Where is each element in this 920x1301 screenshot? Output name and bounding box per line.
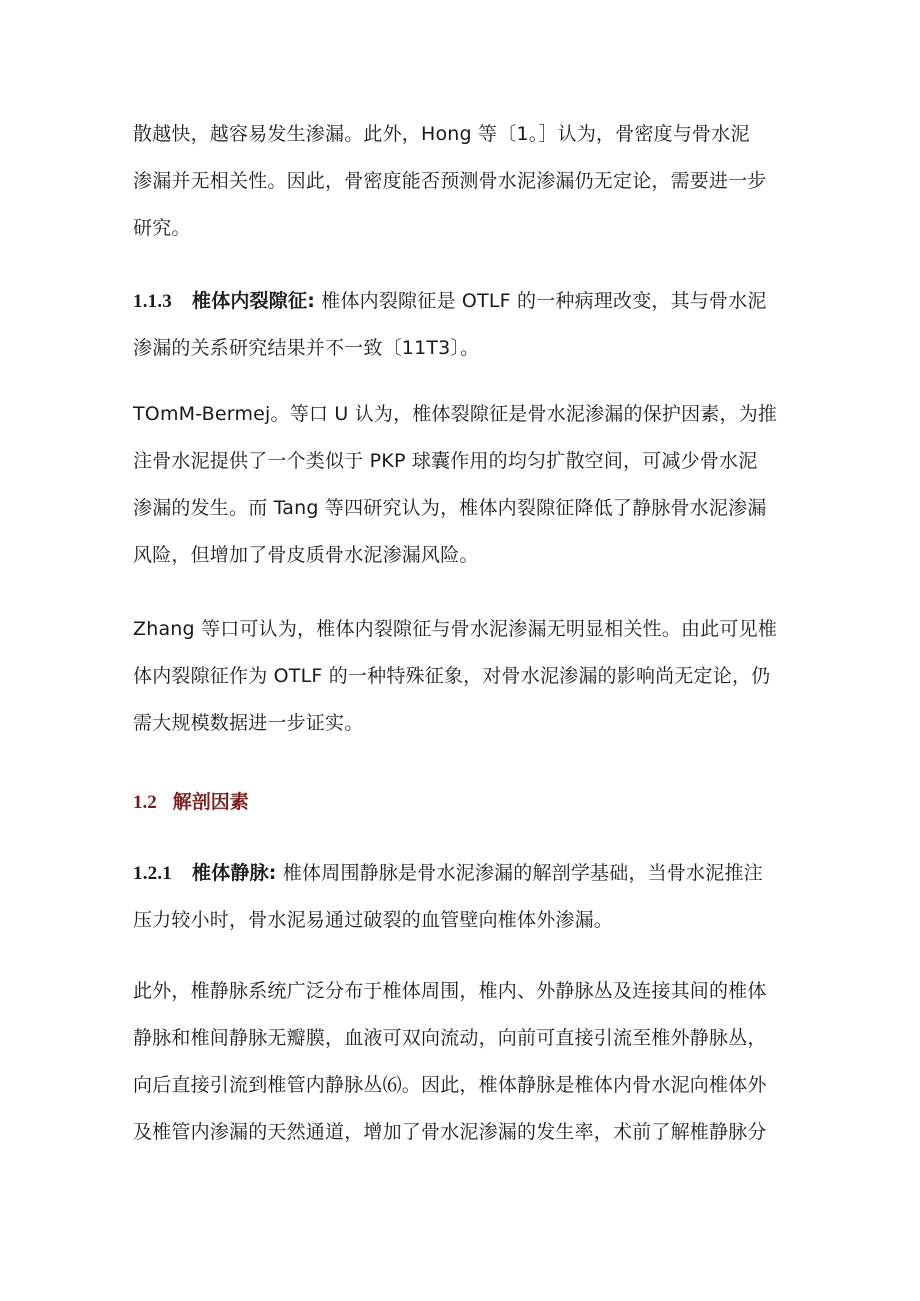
- paragraph-zhang: [133, 606, 803, 747]
- text-line: TOmM-Bermej。等口 U 认为，椎体裂隙征是骨水泥渗漏的保护因素，为推: [133, 403, 778, 425]
- paragraph-bone-density: [133, 111, 803, 252]
- text-line: 渗漏的关系研究结果并不一致〔11T3〕。: [133, 337, 480, 359]
- text-line: 静脉和椎间静脉无瓣膜，血液可双向流动，向前可直接引流至椎外静脉丛，: [133, 1027, 767, 1049]
- subsection-title: 椎体内裂隙征:: [192, 290, 315, 312]
- subsection-title: 椎体静脉:: [192, 862, 277, 884]
- text-line: 散越快，越容易发生渗漏。此外，Hong 等〔1。］认为，骨密度与骨水泥: [133, 123, 750, 145]
- paragraph-cleft-protective: [133, 391, 803, 579]
- section-heading-1-2: [133, 779, 803, 826]
- text-line: 向后直接引流到椎管内静脉丛⑹。因此，椎体静脉是椎体内骨水泥向椎体外: [133, 1074, 767, 1096]
- text-line: 渗漏并无相关性。因此，骨密度能否预测骨水泥渗漏仍无定论，需要进一步: [133, 170, 767, 192]
- text-line: 注骨水泥提供了一个类似于 PKP 球囊作用的均匀扩散空间，可减少骨水泥: [133, 450, 758, 472]
- subsection-heading-line: [133, 850, 803, 897]
- text-line: 风险，但增加了骨皮质骨水泥渗漏风险。: [133, 544, 479, 566]
- subsection-heading-line: [133, 278, 803, 325]
- text-line: 及椎管内渗漏的天然通道，增加了骨水泥渗漏的发生率，术前了解椎静脉分: [133, 1121, 767, 1143]
- section-title: 解剖因素: [172, 791, 249, 813]
- subsection-1-2-1: [133, 850, 803, 944]
- paragraph-vertebral-venous-system: [133, 968, 803, 1156]
- text-line: Zhang 等口可认为，椎体内裂隙征与骨水泥渗漏无明显相关性。由此可见椎: [133, 618, 778, 640]
- text-run: 椎体内裂隙征是 OTLF 的一种病理改变，其与骨水泥: [315, 290, 767, 312]
- text-run: 椎体周围静脉是骨水泥渗漏的解剖学基础，当骨水泥推注: [276, 862, 763, 884]
- text-line: 此外，椎静脉系统广泛分布于椎体周围，椎内、外静脉丛及连接其间的椎体: [133, 980, 767, 1002]
- section-number: 1.2: [133, 792, 157, 813]
- section-number: 1.1.3: [133, 291, 172, 312]
- text-line: 研究。: [133, 217, 191, 239]
- text-line: 渗漏的发生。而 Tang 等四研究认为，椎体内裂隙征降低了静脉骨水泥渗漏: [133, 497, 767, 519]
- text-line: 压力较小时，骨水泥易通过破裂的血管壁向椎体外渗漏。: [133, 909, 614, 931]
- section-number: 1.2.1: [133, 863, 172, 884]
- text-line: 体内裂隙征作为 OTLF 的一种特殊征象，对骨水泥渗漏的影响尚无定论，仍: [133, 665, 771, 687]
- text-line: 需大规模数据进一步证实。: [133, 712, 364, 734]
- subsection-1-1-3: [133, 278, 803, 372]
